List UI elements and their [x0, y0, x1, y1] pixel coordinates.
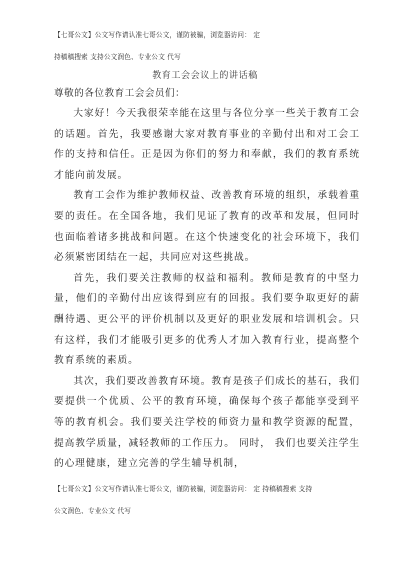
header-line-2: 持稿稿搜索 支持公文润色、专业公文 代写 [54, 53, 181, 61]
paragraph-1: 大家好！今天我很荣幸能在这里与各位分享一些关于教育工会的话题。首先，我要感谢大家对教育事业的辛勤付出和对工会工作的支持和信任。正是因为你们的努力和奉献，我们的教育系统才能向前发展。 [54, 108, 360, 181]
document-body [54, 104, 360, 475]
paragraph-3: 首先，我们要关注教师的权益和福利。教师是教育的中坚力量，他们的辛勤付出应该得到应有的回报。我们要争取更好的薪酬待遇、更公平的评价机制以及更好的职业发展和培训机会。只有这样，我们才能吸引更多的优秀人才加入教育行业，提高整个教育系统的素质。 [54, 272, 360, 367]
paragraph-2: 教育工会作为维护教师权益、改善教育环境的组织，承载着重要的责任。在全国各地，我们见证了教育的改革和发展，但同时也面临着诸多挑战和问题。在这个快速变化的社会环境下，我们必须紧密团结在一起，共同应对这些挑战。 [54, 190, 360, 264]
footer-line-1: 【七哥公文】公文写作请认准七哥公文，谨防被骗，浏览器访问： 定 持稿稿搜索 支持 [54, 485, 313, 493]
paragraph-4: 其次，我们要改善教育环境。教育是孩子们成长的基石，我们要提供一个优质、公平的教育环境，确保每个孩子都能享受到平等的教育机会。我们要关注学校的师资力量和教学资源的配置，提高教学质量，减轻教师的工作压力。 同时， 我们也要关注学生的心理健康，建立完善的学生辅导机制， [54, 375, 360, 470]
salutation: 尊敬的各位教育工会会员们： [54, 88, 186, 99]
header-banner [54, 24, 372, 68]
footer-line-2: 公文润色、专业公文 代写 [54, 507, 132, 515]
document-title: 教育工会会议上的讲话稿 [152, 71, 258, 81]
header-line-1: 【七哥公文】公文写作请认准七哥公文，谨防被骗，浏览器访问： 定 [54, 31, 261, 39]
footer-banner [54, 478, 372, 522]
